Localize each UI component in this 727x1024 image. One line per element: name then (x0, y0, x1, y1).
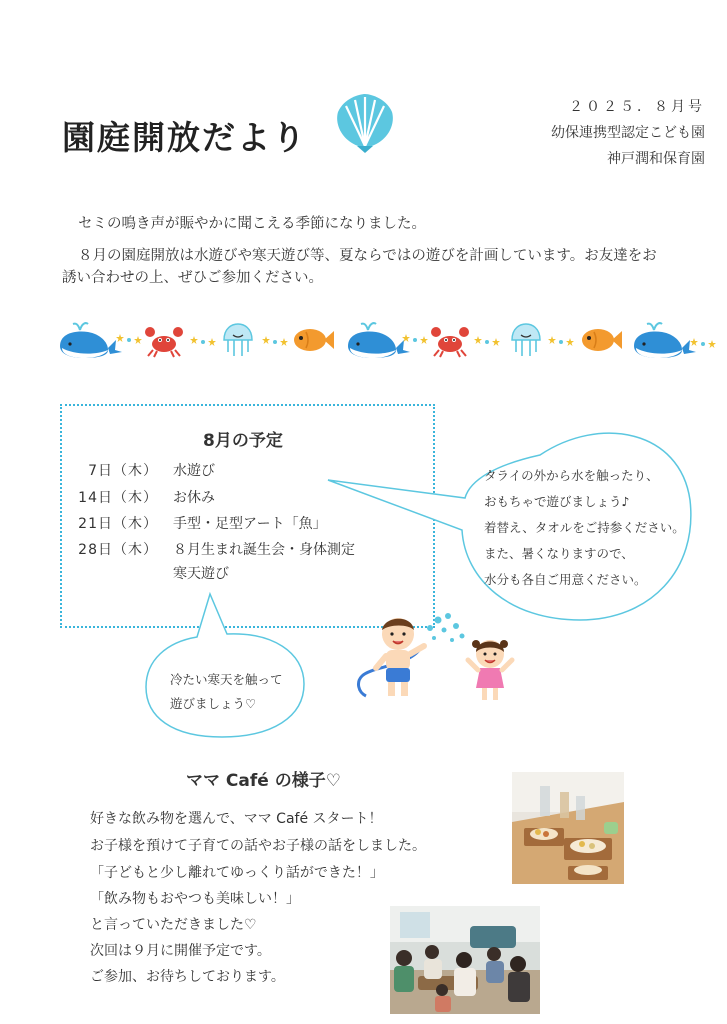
boy-splashing-illustration (376, 618, 424, 696)
schedule-event: 水遊び (173, 463, 215, 479)
schedule-date: 21日（木） (78, 516, 158, 532)
issue-date: ２０２５．８月号 (569, 99, 705, 115)
jellyfish-icon (224, 324, 252, 356)
school-name: 神戸潤和保育園 (607, 151, 705, 167)
cafe-line: 「飲み物もおやつも美味しい！」 (90, 891, 300, 907)
schedule-extra-event: 寒天遊び (173, 566, 229, 582)
bubble-right-line: タライの外から水を触ったり、 (484, 468, 659, 483)
sea-creature-border (50, 318, 720, 364)
bubble-left-line: 冷たい寒天を触って (170, 672, 283, 687)
bubble-right-line: 着替え、タオルをご持参ください。 (484, 520, 685, 535)
cafe-title: ママ Café の様子♡ (186, 771, 341, 791)
school-type: 幼保連携型認定こども園 (551, 125, 705, 141)
bubble-right-line: 水分も各自ご用意ください。 (484, 572, 647, 587)
bubble-right-line: おもちゃで遊びましょう♪ (484, 494, 630, 509)
shell-icon (330, 92, 400, 154)
cafe-line: お子様を預けて子育ての話やお子様の話をしました。 (90, 838, 426, 854)
page-title: 園庭開放だより (62, 118, 307, 157)
cafe-line: 次回は９月に開催予定です。 (90, 943, 271, 959)
cafe-group-photo (390, 906, 540, 1014)
girl-illustration (468, 640, 512, 700)
bubble-right-line: また、暑くなりますので、 (484, 546, 634, 561)
schedule-date: 28日（木） (78, 542, 158, 558)
schedule-title: 8月の予定 (203, 431, 283, 451)
intro-line-3: 誘い合わせの上、ぜひご参加ください。 (62, 270, 323, 286)
cafe-line: 「子どもと少し離れてゆっくり話ができた！」 (90, 865, 384, 881)
whale-icon (60, 323, 122, 358)
schedule-event: お休み (173, 490, 215, 506)
cafe-line: と言っていただきました♡ (90, 917, 257, 933)
crab-icon (145, 327, 183, 357)
speech-bubble-left (142, 592, 312, 742)
schedule-date: 14日（木） (78, 490, 158, 506)
intro-line-1: セミの鳴き声が賑やかに聞こえる季節になりました。 (78, 216, 426, 232)
intro-line-2: ８月の園庭開放は水遊びや寒天遊び等、夏ならではの遊びを計画しています。お友達をお (78, 248, 657, 264)
bubble-left-line: 遊びましょう♡ (170, 696, 257, 711)
fish-icon (294, 329, 334, 351)
cafe-line: 好きな飲み物を選んで、ママ Café スタート！ (90, 811, 383, 827)
cafe-line: ご参加、お待ちしております。 (90, 969, 285, 985)
schedule-event: 手型・足型アート「魚」 (173, 516, 327, 532)
schedule-event: ８月生まれ誕生会・身体測定 (173, 542, 355, 558)
schedule-date: 7日（木） (88, 463, 158, 479)
children-water-play-illustration (352, 606, 527, 706)
cafe-snacks-photo (512, 772, 624, 884)
